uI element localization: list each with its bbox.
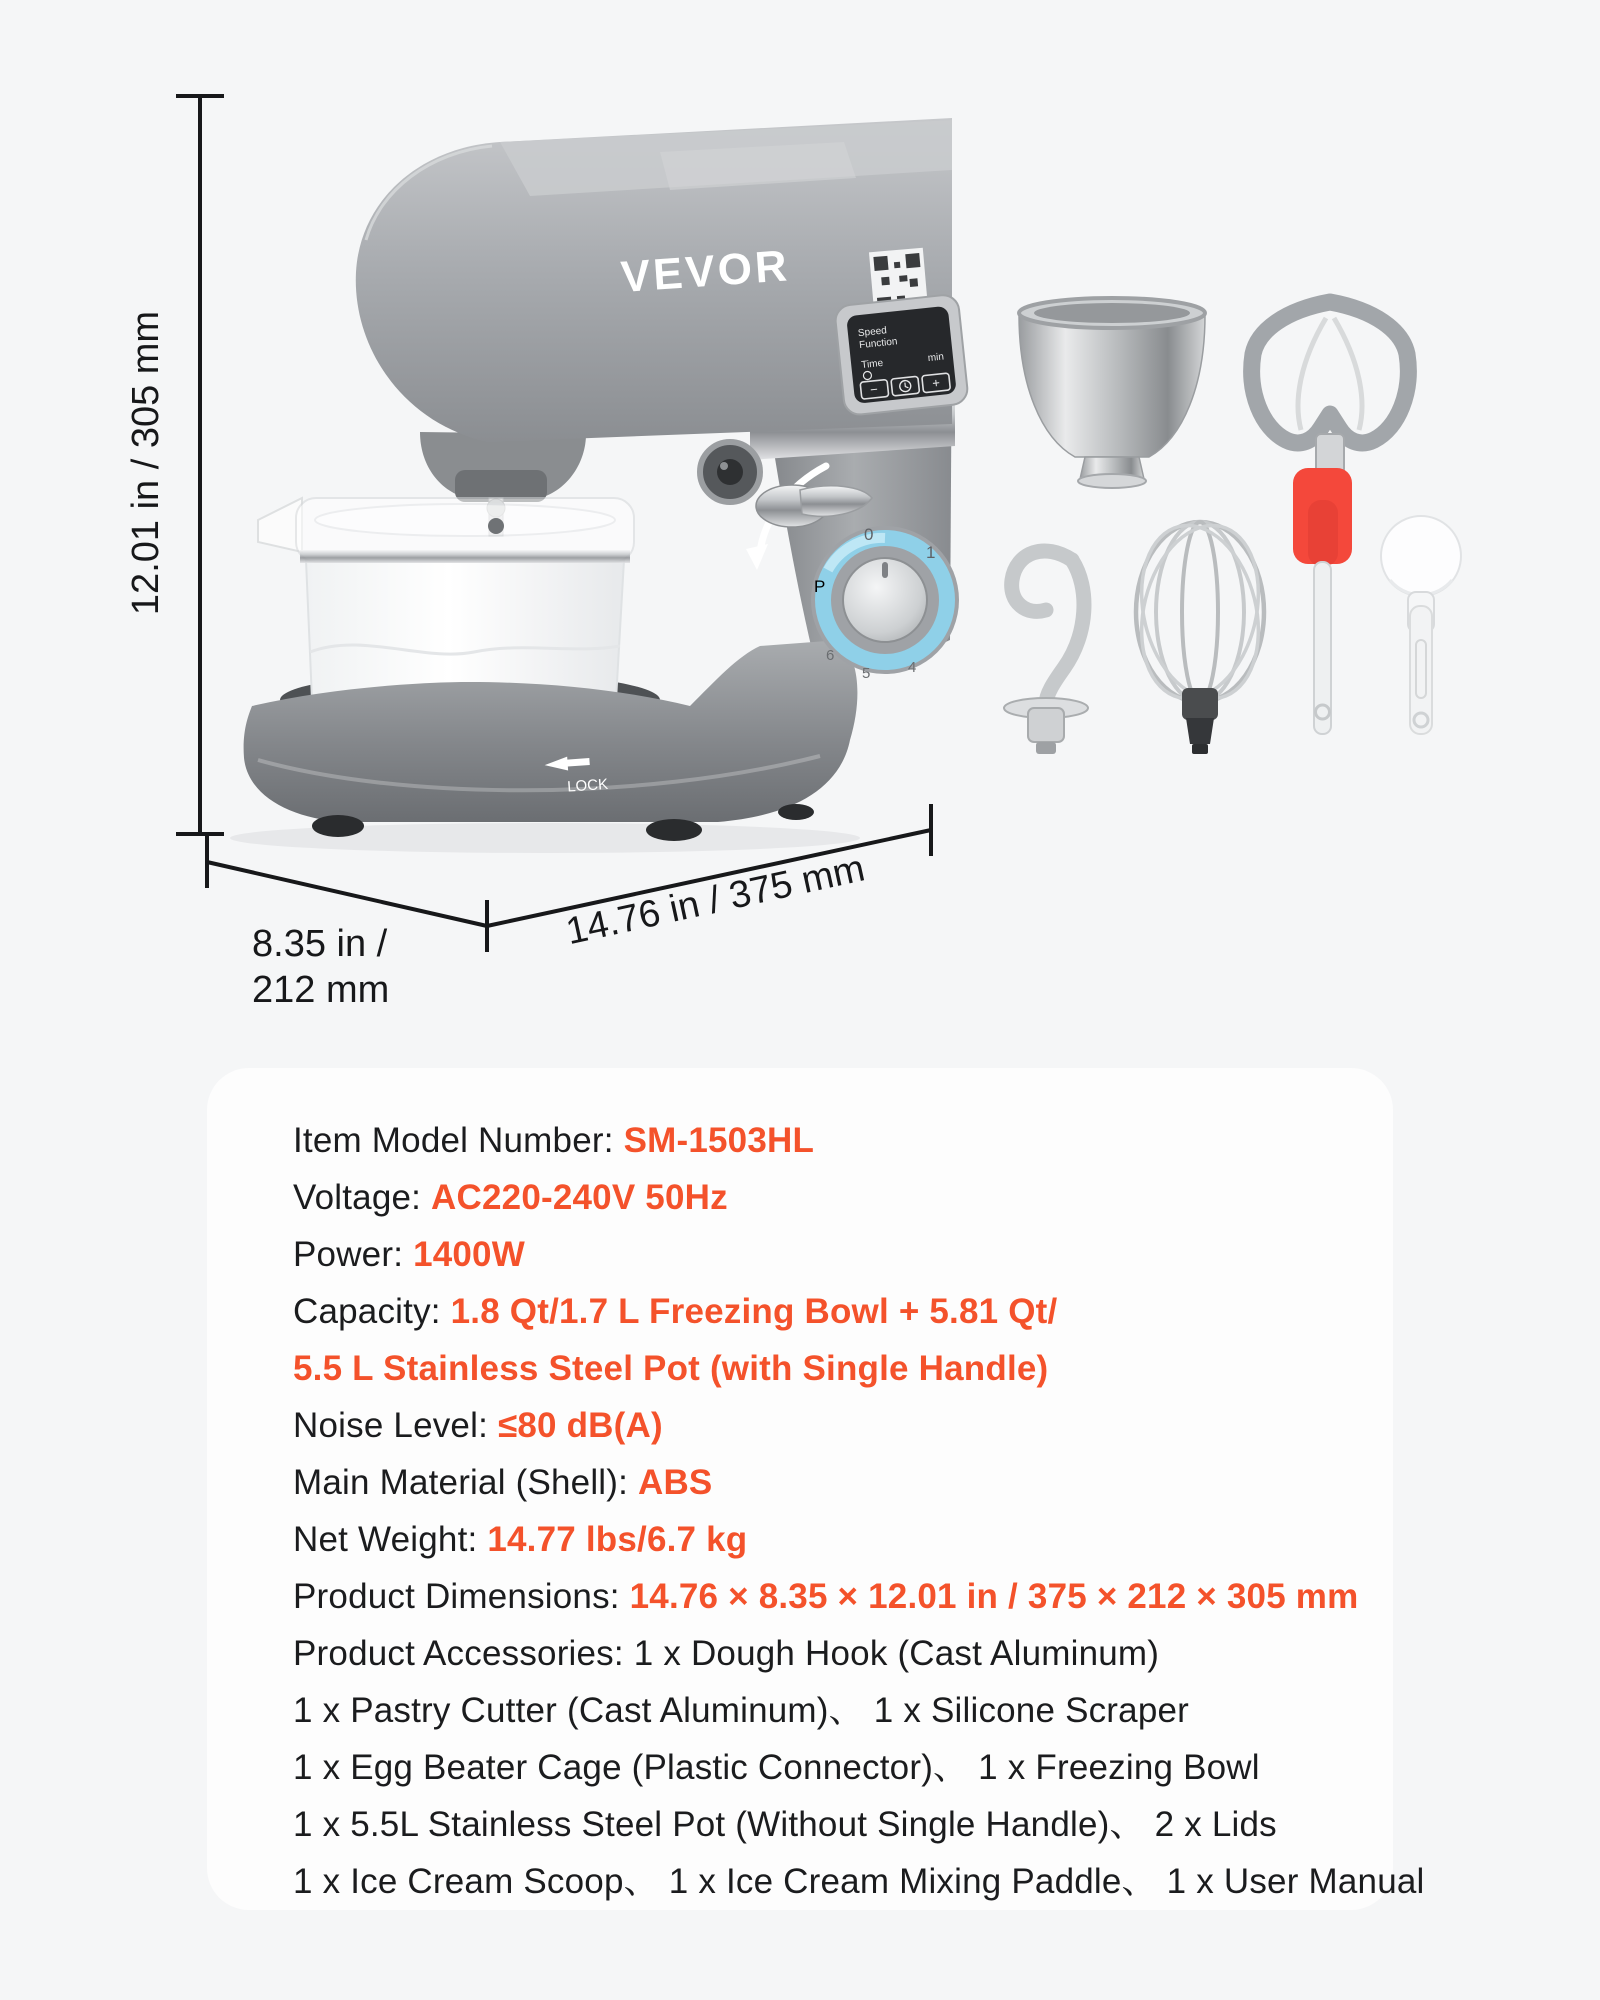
spec-row [293,1226,1333,1283]
spec-card [207,1068,1425,1910]
spec-row [293,1454,1333,1511]
spec-label: Net Weight: [293,1520,488,1559]
freezing-bowl-lid [258,498,634,563]
spec-row [293,1796,1333,1853]
depth-dimension-label-line1: 8.35 in / [252,923,388,965]
svg-text:0: 0 [864,525,874,544]
spec-row [293,1340,1333,1397]
spec-value: 14.77 lbs/6.7 kg [487,1520,748,1559]
spec-row [293,1511,1333,1568]
svg-text:5: 5 [862,665,871,682]
spec-value: 1 x Dough Hook (Cast Aluminum) [633,1634,1160,1673]
spec-label: Item Model Number: [293,1121,624,1160]
spec-label: Product Dimensions: [293,1577,630,1616]
spec-value: 14.76 × 8.35 × 12.01 in / 375 × 212 × 305 mm [629,1577,1359,1616]
spec-value: 1 x Pastry Cutter (Cast Aluminum)、 1 x Silicone Scraper [293,1691,1190,1730]
spec-value: ≤80 dB(A) [497,1406,663,1445]
spec-value: 1400W [413,1235,525,1274]
mixer-foot [312,815,364,837]
spec-row [293,1397,1333,1454]
spec-row [293,1283,1333,1340]
spec-value: AC220-240V 50Hz [431,1178,728,1217]
svg-text:6: 6 [826,647,835,664]
depth-dimension-label-line2: 212 mm [252,969,390,1011]
svg-text:LOCK: LOCK [566,775,609,796]
spec-value: SM-1503HL [623,1121,815,1160]
svg-text:Speed: Speed [857,325,888,340]
svg-text:Function: Function [858,336,899,352]
accessory-silicone-spatula [1293,468,1352,734]
speed-dial [811,525,959,682]
spec-value: 1 x Egg Beater Cage (Plastic Connector)、 1 x Freezing Bowl [293,1748,1260,1787]
svg-text:P: P [814,577,826,596]
mixer-foot [778,804,814,820]
spec-value: ABS [637,1463,713,1502]
spec-label: Product Accessories: [293,1634,634,1673]
spec-value: 5.5 L Stainless Steel Pot (with Single Handle) [293,1349,1049,1388]
spec-row [293,1853,1425,1910]
accessory-dough-hook [1004,551,1088,754]
svg-text:−: − [869,381,879,398]
spec-label: Voltage: [293,1178,432,1217]
brand-logo: VEVOR [619,241,792,302]
spec-label: Capacity: [293,1292,451,1331]
spec-row [293,1568,1359,1625]
spec-row [293,1682,1333,1739]
spec-row [293,1739,1333,1796]
accessory-steel-bowl [1019,298,1205,488]
accessory-whisk [1124,513,1275,754]
svg-text:min: min [927,351,945,365]
spec-label: Power: [293,1235,414,1274]
spec-value: 1.8 Qt/1.7 L Freezing Bowl + 5.81 Qt/ [450,1292,1058,1331]
svg-text:1: 1 [926,543,936,562]
spec-label: Main Material (Shell): [293,1463,638,1502]
svg-text:4: 4 [908,659,917,676]
stand-mixer [244,118,969,841]
mixer-foot [646,819,702,841]
spec-label: Noise Level: [293,1406,498,1445]
accessory-ice-cream-scoop [1381,516,1461,734]
svg-text:Time: Time [860,357,884,372]
spec-row [293,1169,1333,1226]
depth-dimension-line [207,862,487,926]
spec-row [293,1625,1333,1682]
width-dimension-label: 14.76 in / 375 mm [562,847,869,954]
spec-row [293,1112,1333,1169]
control-panel [834,294,969,416]
height-dimension-label: 12.01 in / 305 mm [125,310,167,616]
spec-value: 1 x 5.5L Stainless Steel Pot (Without Single Handle)、 2 x Lids [293,1805,1277,1844]
accessory-flat-beater [1252,302,1409,492]
spec-value: 1 x Ice Cream Scoop、 1 x Ice Cream Mixing Paddle、 1 x User Manual [293,1862,1425,1901]
svg-text:+: + [931,374,941,391]
